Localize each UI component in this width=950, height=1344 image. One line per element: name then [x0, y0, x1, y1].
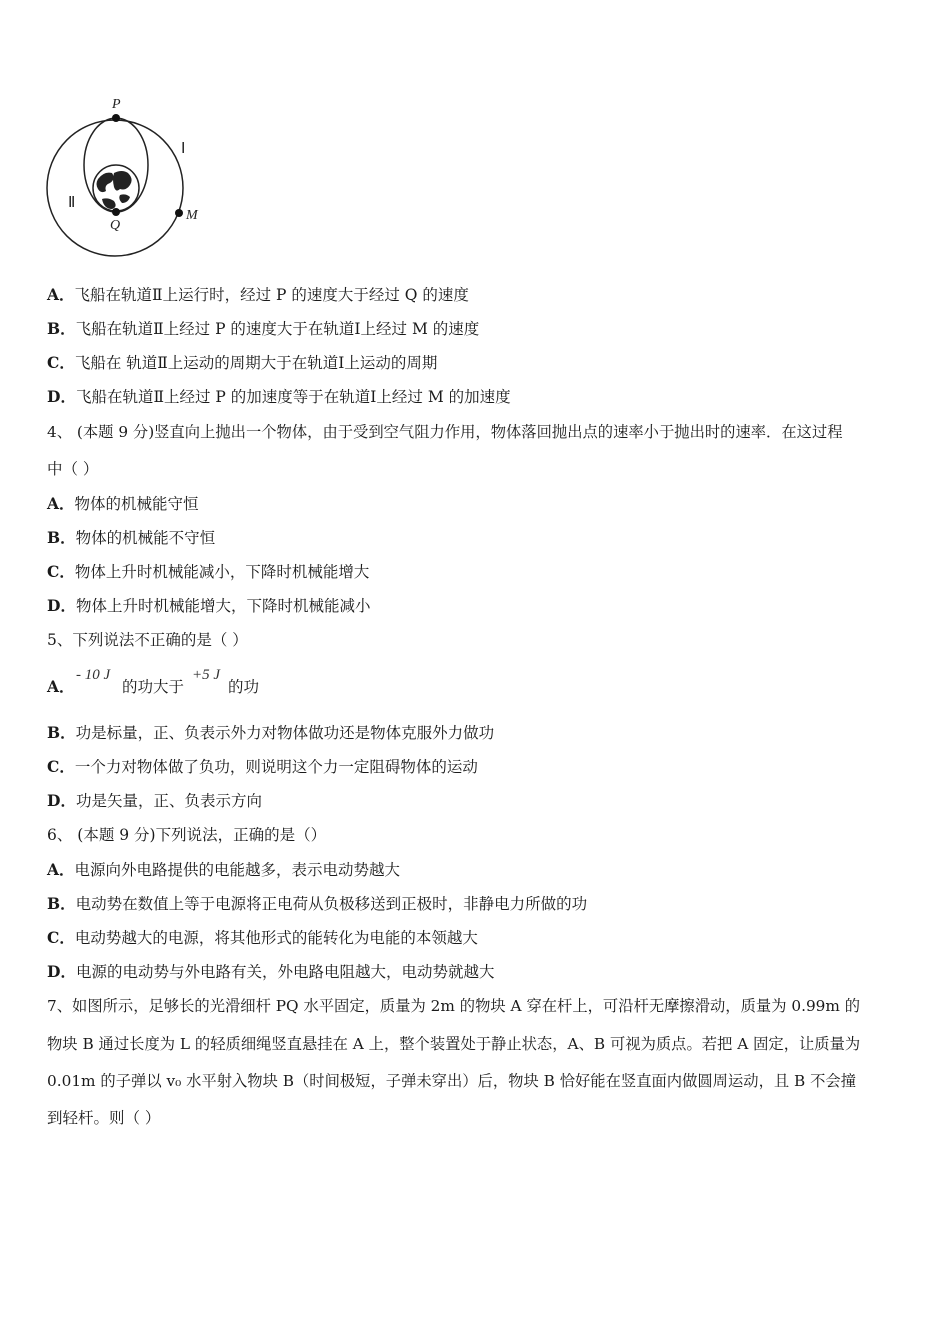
- point-p-marker: [112, 114, 120, 122]
- q3-option-b: B．飞船在轨道Ⅱ上经过 P 的速度大于在轨道Ⅰ上经过 M 的速度: [47, 319, 480, 338]
- q6-option-a: A．电源向外电路提供的电能越多，表示电动势越大: [47, 860, 401, 879]
- q3-option-d: D．飞船在轨道Ⅱ上经过 P 的加速度等于在轨道Ⅰ上经过 M 的加速度: [47, 387, 511, 406]
- q6-option-b: B．电动势在数值上等于电源将正电荷从负极移送到正极时，非静电力所做的功: [47, 894, 588, 913]
- q4-option-b: B．物体的机械能不守恒: [47, 528, 216, 547]
- q7-line3: 0.01m 的子弹以 v₀ 水平射入物块 B（时间极短，子弹未穿出）后，物块 B 恰好能在竖直面内做圆周运动，且 B 不会撞: [47, 1072, 857, 1090]
- label-p: P: [112, 97, 121, 112]
- label-orbit-2: Ⅱ: [68, 195, 76, 211]
- label-orbit-1: Ⅰ: [181, 141, 186, 157]
- q5-option-b: B．功是标量，正、负表示外力对物体做功还是物体克服外力做功: [47, 723, 495, 742]
- q3-option-c: C．飞船在 轨道Ⅱ上运动的周期大于在轨道Ⅰ上运动的周期: [47, 353, 438, 372]
- q4-option-c: C．物体上升时机械能减小，下降时机械能增大: [47, 562, 370, 581]
- q6-option-d: D．电源的电动势与外电路有关，外电路电阻越大，电动势就越大: [47, 962, 495, 981]
- q4-option-a: A．物体的机械能守恒: [47, 494, 199, 513]
- q6-option-c: C．电动势越大的电源，将其他形式的能转化为电能的本领越大: [47, 928, 478, 947]
- q5-math-plus-5j: +5 J: [192, 667, 221, 683]
- q5-stem: 5、下列说法不正确的是（ ）: [47, 631, 248, 649]
- q4-option-d: D．物体上升时机械能增大，下降时机械能减小: [47, 596, 371, 615]
- q7-line4: 到轻杆。则（ ）: [47, 1109, 161, 1127]
- label-m: M: [186, 208, 198, 223]
- q4-stem-line2: 中（ ）: [47, 460, 99, 478]
- label-q: Q: [110, 218, 121, 233]
- point-q-marker: [112, 208, 120, 216]
- q5-math-minus-10j: - 10 J: [76, 667, 111, 683]
- q5-option-d: D．功是矢量，正、负表示方向: [47, 791, 262, 810]
- q3-option-a: A．飞船在轨道Ⅱ上运行时，经过 P 的速度大于经过 Q 的速度: [47, 285, 469, 304]
- q5-option-c: C．一个力对物体做了负功，则说明这个力一定阻碍物体的运动: [47, 757, 478, 776]
- point-m-marker: [175, 209, 183, 217]
- q7-line1: 7、如图所示，足够长的光滑细杆 PQ 水平固定，质量为 2m 的物块 A 穿在杆上，可沿杆无摩擦滑动，质量为 0.99m 的: [47, 997, 861, 1015]
- earth-icon: [93, 165, 139, 211]
- q7-line2: 物块 B 通过长度为 L 的轻质细绳竖直悬挂在 A 上，整个装置处于静止状态，A、B 可视为质点。若把 A 固定，让质量为: [47, 1035, 861, 1053]
- q4-stem-line1: 4、 (本题 9 分)竖直向上抛出一个物体，由于受到空气阻力作用，物体落回抛出点的速率小于抛出时的速率．在这过程: [47, 423, 843, 441]
- q6-stem: 6、 (本题 9 分)下列说法，正确的是（）: [47, 826, 327, 844]
- orbit-diagram: [40, 95, 220, 265]
